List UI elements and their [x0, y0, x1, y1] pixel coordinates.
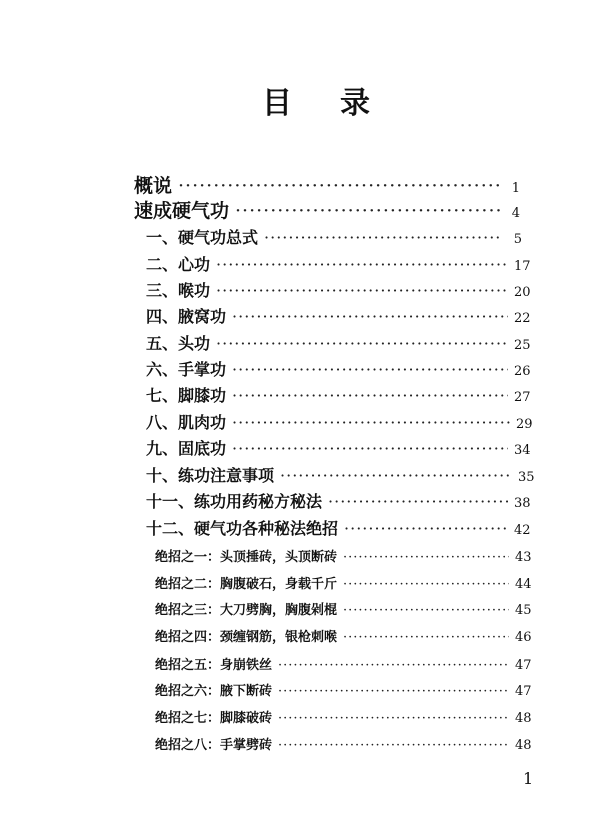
toc-entry-page: 44 [515, 577, 532, 592]
toc-entry-label: 五、头功 [146, 334, 211, 353]
toc-entry-label: 三、喉功 [146, 281, 211, 300]
toc-entry-page: 47 [515, 658, 532, 673]
toc-entry[interactable] [146, 410, 533, 433]
toc-entry[interactable] [146, 252, 531, 275]
toc-entry-page: 26 [514, 364, 531, 379]
toc-leader-dots [278, 658, 509, 673]
toc-entry[interactable] [134, 196, 520, 223]
toc-entry[interactable] [155, 654, 532, 673]
toc-entry-page: 48 [515, 711, 532, 726]
toc-leader-dots [216, 281, 508, 300]
toc-leader-dots [216, 255, 508, 274]
toc-entry[interactable] [155, 734, 532, 753]
toc-leader-dots [178, 175, 500, 197]
toc-entry-label: 绝招之六：腋下断砖 [155, 684, 273, 699]
toc-leader-dots [264, 228, 502, 247]
toc-entry-page: 20 [514, 285, 531, 300]
toc-entry-page: 48 [515, 738, 532, 753]
toc-entry-page: 47 [515, 684, 532, 699]
toc-leader-dots [280, 466, 512, 485]
toc-entry-page: 46 [515, 630, 532, 645]
toc-leader-dots [344, 519, 508, 538]
toc-leader-dots [278, 711, 509, 726]
toc-entry-page: 45 [515, 603, 532, 618]
title-char-right: 录 [340, 86, 372, 121]
toc-entry-label: 六、手掌功 [146, 360, 227, 379]
toc-entry-page: 17 [514, 259, 531, 274]
toc-entry-label: 速成硬气功 [134, 200, 230, 222]
toc-entry[interactable] [155, 680, 532, 699]
toc-entry[interactable] [155, 599, 532, 618]
toc-entry[interactable] [155, 707, 532, 726]
toc-entry-page: 34 [514, 443, 531, 458]
toc-leader-dots [343, 603, 509, 618]
toc-entry-page: 4 [511, 206, 520, 221]
toc-entry-label: 十、练功注意事项 [146, 466, 275, 485]
toc-leader-dots [278, 738, 509, 753]
toc-entry-page: 1 [511, 181, 520, 196]
toc-entry-label: 七、脚膝功 [146, 386, 227, 405]
toc-entry-label: 十二、硬气功各种秘法绝招 [146, 519, 339, 538]
toc-entry[interactable] [146, 278, 531, 301]
toc-leader-dots [278, 684, 509, 699]
toc-entry-label: 概说 [134, 175, 173, 197]
toc-entry[interactable] [146, 436, 531, 459]
toc-entry[interactable] [155, 626, 532, 645]
toc-entry-label: 四、腋窝功 [146, 307, 227, 326]
toc-leader-dots [343, 550, 509, 565]
toc-entry-label: 二、心功 [146, 255, 211, 274]
toc-entry-page: 43 [515, 550, 532, 565]
toc-entry[interactable] [146, 331, 531, 354]
toc-entry-page: 5 [513, 232, 522, 247]
toc-leader-dots [232, 360, 508, 379]
toc-entry-label: 绝招之四：颈缠钢筋，银枪刺喉 [155, 630, 338, 645]
toc-entry-page: 25 [514, 338, 531, 353]
toc-entry-label: 绝招之三：大刀劈胸，胸腹剁棍 [155, 603, 338, 618]
toc-entry-page: 38 [514, 496, 531, 511]
toc-entry-label: 绝招之五：身崩铁丝 [155, 658, 273, 673]
toc-entry[interactable] [146, 489, 531, 512]
toc-entry-label: 八、肌肉功 [146, 413, 227, 432]
toc-entry-label: 绝招之七：脚膝破砖 [155, 711, 273, 726]
toc-leader-dots [328, 492, 508, 511]
toc-leader-dots [343, 630, 509, 645]
toc-entry-label: 绝招之一：头顶捶砖，头顶断砖 [155, 550, 338, 565]
toc-entry-label: 绝招之八：手掌劈砖 [155, 738, 273, 753]
toc-entry-page: 27 [514, 390, 531, 405]
toc-leader-dots [235, 200, 500, 222]
toc-entry[interactable] [146, 383, 531, 406]
toc-entry[interactable] [146, 516, 531, 539]
toc-entry-label: 十一、练功用药秘方秘法 [146, 492, 323, 511]
toc-entry-page: 42 [514, 523, 531, 538]
title-char-left: 目 [262, 86, 294, 121]
toc-entry-label: 绝招之二：胸腹破石，身载千斤 [155, 577, 338, 592]
toc-entry[interactable] [146, 463, 535, 486]
toc-entry[interactable] [155, 573, 532, 592]
toc-entry[interactable] [134, 171, 520, 198]
toc-entry[interactable] [146, 304, 531, 327]
page-number: 1 [523, 769, 534, 788]
toc-entry[interactable] [146, 357, 531, 380]
toc-leader-dots [232, 307, 508, 326]
toc-leader-dots [232, 386, 508, 405]
toc-entry[interactable] [146, 225, 522, 248]
toc-leader-dots [232, 413, 510, 432]
toc-leader-dots [232, 439, 508, 458]
toc-entry-page: 29 [516, 417, 533, 432]
toc-entry-page: 22 [514, 311, 531, 326]
toc-entry-label: 九、固底功 [146, 439, 227, 458]
toc-leader-dots [343, 577, 509, 592]
toc-entry-label: 一、硬气功总式 [146, 228, 259, 247]
toc-entry-page: 35 [518, 470, 535, 485]
toc-leader-dots [216, 334, 508, 353]
toc-entry[interactable] [155, 546, 532, 565]
